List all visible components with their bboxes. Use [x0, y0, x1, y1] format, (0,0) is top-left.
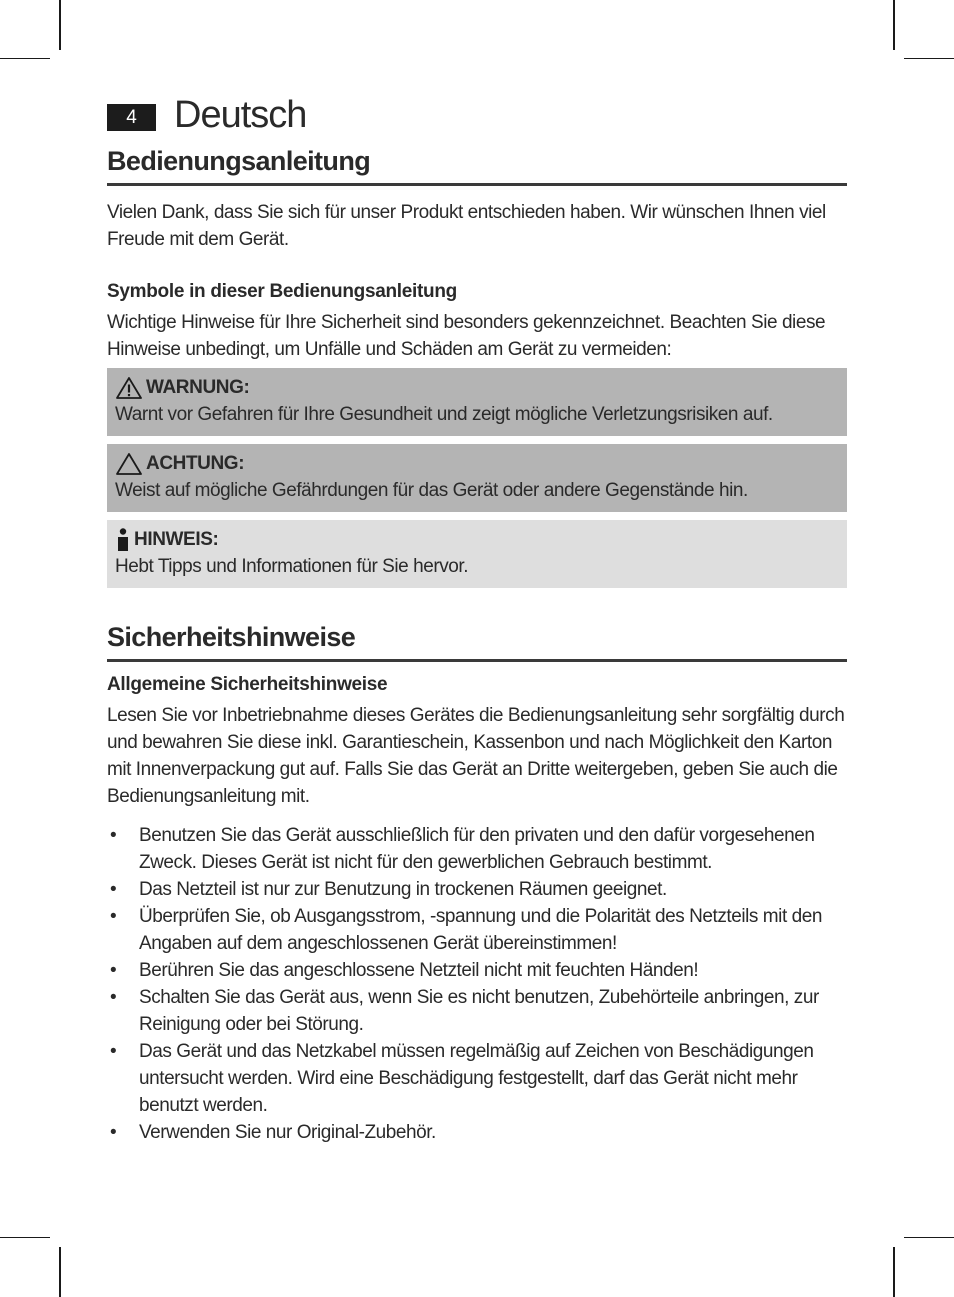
bullet-marker: •: [110, 906, 117, 927]
crop-mark: [904, 1237, 954, 1238]
bullet-marker: •: [110, 879, 117, 900]
list-item-text: Das Gerät und das Netzkabel müssen regelmäßig auf Zeichen von Beschädigungen untersucht werden. Wird eine Beschädigung festgestellt, darf das Gerät nicht mehr benutzt werden.: [139, 1041, 814, 1116]
manual-heading: Bedienungsanleitung: [107, 140, 847, 186]
bullet-marker: •: [110, 825, 117, 846]
page-content: [107, 140, 847, 1146]
list-item: [107, 903, 847, 957]
bullet-marker: •: [110, 1122, 117, 1143]
warning-header: [115, 374, 839, 401]
note-text: Hebt Tipps und Informationen für Sie hervor.: [115, 556, 469, 577]
bullet-marker: •: [110, 987, 117, 1008]
list-item: [107, 1119, 847, 1146]
warning-text: Warnt vor Gefahren für Ihre Gesundheit und zeigt mögliche Verletzungsrisiken auf.: [115, 404, 773, 425]
warning-box: [107, 368, 847, 436]
list-item-text: Verwenden Sie nur Original-Zubehör.: [139, 1122, 436, 1143]
crop-mark: [59, 1247, 61, 1297]
list-item-text: Das Netzteil ist nur zur Benutzung in trockenen Räumen geeignet.: [139, 879, 667, 900]
caution-text: Weist auf mögliche Gefährdungen für das Gerät oder andere Gegenstände hin.: [115, 480, 748, 501]
general-safety-heading: Allgemeine Sicherheitshinweise: [107, 674, 388, 695]
crop-mark: [893, 0, 895, 50]
list-item-text: Schalten Sie das Gerät aus, wenn Sie es nicht benutzen, Zubehörteile anbringen, zur Reinigung oder bei Störung.: [139, 987, 819, 1035]
language-title: Deutsch: [174, 94, 307, 136]
crop-mark: [59, 0, 61, 50]
note-label: HINWEIS:: [134, 529, 219, 550]
list-item: [107, 957, 847, 984]
list-item-text: Überprüfen Sie, ob Ausgangsstrom, -spannung und die Polarität des Netzteils mit den Angaben auf dem angeschlossenen Gerät übereinstimmen!: [139, 906, 822, 954]
list-item: [107, 1038, 847, 1119]
bullet-marker: •: [110, 960, 117, 981]
bullet-marker: •: [110, 1041, 117, 1062]
crop-mark: [904, 58, 954, 59]
list-item-text: Berühren Sie das angeschlossene Netzteil nicht mit feuchten Händen!: [139, 960, 699, 981]
note-header: [115, 526, 839, 553]
crop-mark: [893, 1247, 895, 1297]
safety-heading: Sicherheitshinweise: [107, 616, 847, 662]
crop-mark: [0, 1237, 50, 1238]
caution-header: [115, 450, 839, 477]
caution-triangle-icon: [115, 452, 143, 476]
symbols-heading: Symbole in dieser Bedienungsanleitung: [107, 281, 457, 302]
warning-label: WARNUNG:: [146, 377, 250, 398]
intro-paragraph: Vielen Dank, dass Sie sich für unser Produkt entschieden haben. Wir wünschen Ihnen viel Freude mit dem Gerät.: [107, 202, 826, 250]
note-box: [107, 520, 847, 588]
list-item: [107, 984, 847, 1038]
info-icon: [115, 527, 131, 553]
symbols-paragraph: Wichtige Hinweise für Ihre Sicherheit sind besonders gekennzeichnet. Beachten Sie diese Hinweise unbedingt, um Unfälle und Schäden am Gerät zu vermeiden:: [107, 312, 826, 360]
list-item-text: Benutzen Sie das Gerät ausschließlich für den privaten und den dafür vorgesehenen Zweck. Dieses Gerät ist nicht für den gewerblichen Gebrauch bestimmt.: [139, 825, 815, 873]
warning-triangle-icon: [115, 376, 143, 400]
list-item: [107, 822, 847, 876]
general-safety-paragraph: Lesen Sie vor Inbetriebnahme dieses Gerätes die Bedienungsanleitung sehr sorgfältig durch und bewahren Sie diese inkl. Garantieschein, Kassenbon und nach Möglichkeit den Karton mit Innenverpackung gut auf. Falls Sie das Gerät an Dritte weitergeben, geben Sie auch die Bedienungsanleitung mit.: [107, 705, 845, 807]
page-number-badge: 4: [107, 104, 156, 131]
crop-mark: [0, 58, 50, 59]
list-item: [107, 876, 847, 903]
caution-label: ACHTUNG:: [146, 453, 245, 474]
caution-box: [107, 444, 847, 512]
safety-bullet-list: [107, 822, 847, 1146]
